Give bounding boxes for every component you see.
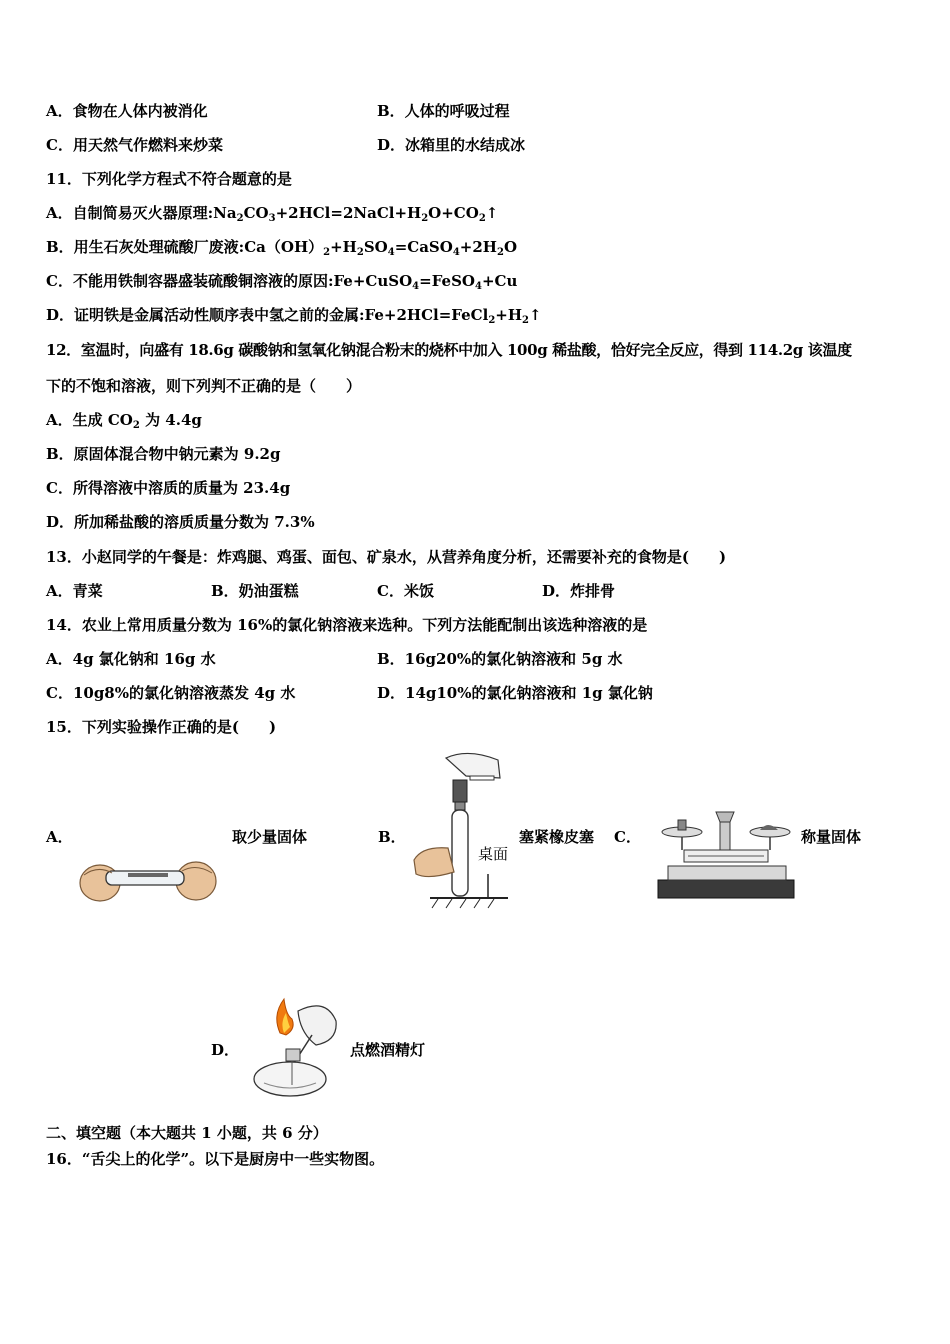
q13-option-c: C．米饭 <box>377 582 434 600</box>
q11-option-b: B．用生石灰处理硫酸厂废液$:Ca(OH)_2+H_2SO_4=CaSO_4+2H_2O$ <box>46 238 518 258</box>
q10-option-b: B．人体的呼吸过程 <box>377 102 510 120</box>
alcohol-lamp-illustration <box>246 993 342 1099</box>
q15-stem: 15．下列实验操作正确的是( ) <box>46 718 277 736</box>
q15-option-b-text: 塞紧橡皮塞 <box>519 828 595 846</box>
q10-option-a: A．食物在人体内被消化 <box>46 102 208 120</box>
q11-option-c: C．不能用铁制容器盛装硫酸铜溶液的原因:Fe+CuSO$_4$=FeSO$_4$+Cu <box>46 272 518 292</box>
q13-option-d: D．炸排骨 <box>542 582 616 600</box>
q15-option-c-text: 称量固体 <box>801 828 862 846</box>
take-solid-illustration <box>78 853 218 908</box>
q13-option-b: B．奶油蛋糕 <box>211 582 299 600</box>
desk-label: 桌面 <box>478 845 509 863</box>
q11-option-a: A．自制简易灭火器原理$:Na_2CO_3+2HCl=2NaCl+H_2O+CO_2↑$ <box>46 204 499 224</box>
q14-option-d: D．14g10%的氯化钠溶液和 1g 氯化钠 <box>377 684 653 702</box>
q14-option-b: B．16g20%的氯化钠溶液和 5g 水 <box>377 650 623 668</box>
q12-option-d: D．所加稀盐酸的溶质质量分数为 7.3% <box>46 513 315 531</box>
q12-stem-line2: 下的不饱和溶液，则下列判不正确的是（ ） <box>46 377 362 395</box>
q15-option-d-label: D． <box>211 1041 240 1059</box>
q15-option-c-label: C． <box>614 828 641 846</box>
section-heading: 二、填空题（本大题共 1 小题，共 6 分） <box>46 1124 328 1142</box>
q15-option-d-text: 点燃酒精灯 <box>350 1041 426 1059</box>
q15-option-b-label: B． <box>378 828 406 846</box>
q13-option-a: A．青菜 <box>46 582 103 600</box>
q10-option-c: C．用天然气作燃料来炒菜 <box>46 136 223 154</box>
q12-option-b: B．原固体混合物中钠元素为 9.2g <box>46 445 281 463</box>
q10-option-d: D．冰箱里的水结成冰 <box>377 136 526 154</box>
q12-option-a: A．生成 $CO_2$ 为 4.4g <box>46 411 202 431</box>
q11-stem: 11．下列化学方程式不符合题意的是 <box>46 170 292 188</box>
q15-option-a-text: 取少量固体 <box>232 828 308 846</box>
balance-scale-illustration <box>656 810 798 902</box>
q12-option-c: C．所得溶液中溶质的质量为 23.4g <box>46 479 291 497</box>
q12-stem-line1: 12．室温时，向盛有 18.6g 碳酸钠和氢氧化钠混合粉末的烧杯中加入 100g 稀盐酸，恰好完全反应，得到 114.2g 该温度 <box>46 341 852 359</box>
q14-option-c: C．10g8%的氯化钠溶液蒸发 4g 水 <box>46 684 296 702</box>
q16-stem: 16．“舌尖上的化学”。以下是厨房中一些实物图。 <box>46 1150 385 1168</box>
q14-stem: 14．农业上常用质量分数为 16%的氯化钠溶液来选种。下列方法能配制出该选种溶液的是 <box>46 616 648 634</box>
q13-stem: 13．小赵同学的午餐是：炸鸡腿、鸡蛋、面包、矿泉水，从营养角度分析，还需要补充的食物是( ) <box>46 548 727 566</box>
q15-option-a-label: A． <box>46 828 73 846</box>
q14-option-a: A．4g 氯化钠和 16g 水 <box>46 650 216 668</box>
stopper-test-tube-illustration <box>408 752 516 912</box>
q11-option-d: D．证明铁是金属活动性顺序表中氢之前的金属$:Fe+2HCl=FeCl_2+H_2↑$ <box>46 306 542 326</box>
